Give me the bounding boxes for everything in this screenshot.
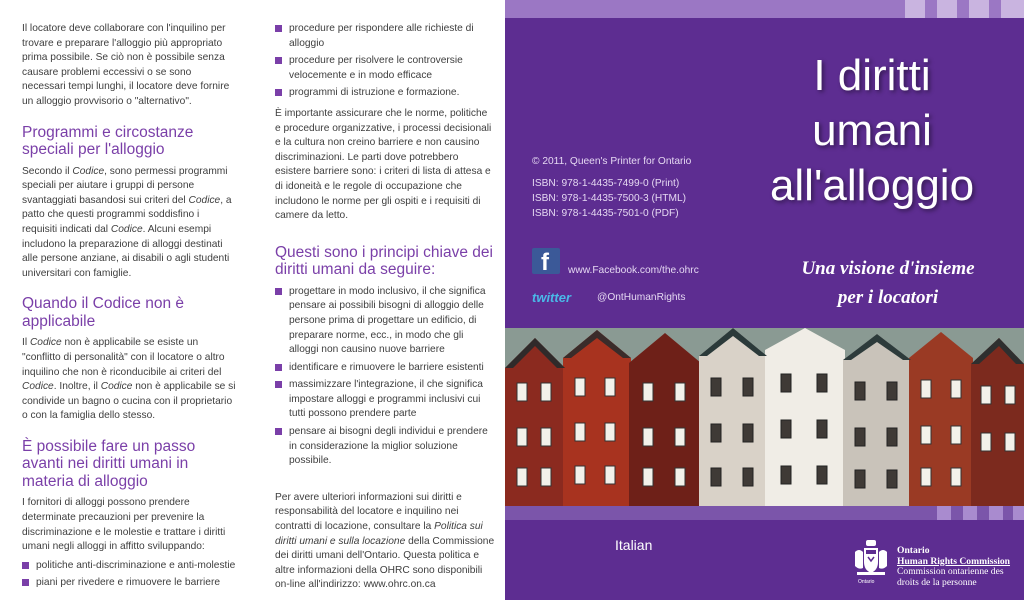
copyright: © 2011, Queen's Printer for Ontario: [532, 156, 692, 167]
decor-square: [905, 0, 925, 18]
facebook-icon[interactable]: f: [532, 248, 560, 274]
heading-quando: Quando il Codice non è applicabile: [22, 295, 185, 330]
organization-name: Ontario Human Rights Commission Commission ontarienne des droits de la personne: [897, 545, 1011, 588]
cover-subtitle: Una visione d'insieme per i locatori: [801, 258, 975, 308]
list-item: massimizzare l'integrazione, il che significa impostare alloggi e programmi inclusivi cui tutti possono prendere parte: [275, 378, 495, 422]
info-paragraph: Per avere ulteriori informazioni sui diritti e responsabilità del locatore e inquilino nei contratti di locazione, consultare la Politica sui diritti umani e sulla locazione della Commissione dei diritti umani dell'Ontario. Questa politica e altre informazioni della OHRC sono disponibili on-line all'indirizzo: www.ohrc.on.ca: [275, 491, 495, 591]
list-item: procedure per risolvere le controversie velocemente e in modo efficace: [275, 54, 495, 83]
importante-paragraph: È importante assicurare che le norme, politiche e procedure organizzative, i processi decisionali e la cultura non creino barriere e non causino discriminazioni. Le parti dove potrebbero esistere barriere sono: i criteri di lista di attesa e di idoneità e le regole di occupazione che includono le norme per gli ospiti e i requisiti di camere da letto.: [275, 107, 492, 222]
possibile-paragraph: I fornitori di alloggi possono prendere determinate precauzioni per prevenire la discriminazione e le molestie e trattare i diritti umani negli alloggi in affitto sviluppando:: [22, 497, 226, 553]
principi-list: [275, 285, 495, 469]
twitter-handle[interactable]: @OntHumanRights: [597, 292, 686, 303]
square-bullet-icon: [22, 562, 29, 569]
square-bullet-icon: [275, 428, 282, 435]
isbn-pdf: ISBN: 978-1-4435-7501-0 (PDF): [532, 208, 679, 219]
intro-paragraph: Il locatore deve collaborare con l'inquilino per trovare e preparare l'alloggio più appropriato prima possibile. Se ciò non è possibile senza causare problemi eccessivi o se sono necessari tempi lunghi, il locatore deve fornire un alloggio provvisorio o "alternativo".: [22, 23, 230, 107]
ontario-small-label: Ontario: [858, 579, 875, 585]
heading-possibile: È possibile fare un passo avanti nei diritti umani in materia di alloggio: [22, 437, 196, 490]
heading-programmi: Programmi e circostanze speciali per l'alloggio: [22, 123, 194, 159]
isbn-print: ISBN: 978-1-4435-7499-0 (Print): [532, 178, 680, 189]
procedure-list: [275, 22, 495, 101]
facebook-link[interactable]: www.Facebook.com/the.ohrc: [568, 265, 699, 276]
square-bullet-icon: [275, 381, 282, 388]
decor-square: [937, 0, 957, 18]
publication-info: [532, 154, 691, 221]
decor-square: [1013, 506, 1024, 520]
list-item: progettare in modo inclusivo, il che significa pensare ai possibili bisogni di alloggio delle persone prima di progettare un edificio, di preparare norme, ecc., in modo che gli alloggi non causino nuove barriere: [275, 285, 495, 358]
ontario-coat-of-arms-icon: [851, 538, 891, 582]
list-item: politiche anti-discriminazione e anti-molestie: [22, 559, 236, 574]
square-bullet-icon: [22, 579, 29, 586]
cover-title: I diritti umani all'alloggio: [769, 51, 975, 210]
square-bullet-icon: [275, 288, 282, 295]
twitter-icon[interactable]: twitter: [532, 290, 571, 305]
quando-paragraph: Il Codice non è applicabile se esiste un "conflitto di personalità" con il locatore o altro inquilino che non è riconducibile ai criteri del Codice. Inoltre, il Codice non è applicabile se si condivide un bagno o cucina con il proprietario o con la famiglia dello stesso.: [22, 337, 236, 422]
square-bullet-icon: [275, 364, 282, 371]
list-item: procedure per rispondere alle richieste di alloggio: [275, 22, 495, 51]
square-bullet-icon: [275, 25, 282, 32]
decor-square: [937, 506, 951, 520]
list-item: identificare e rimuovere le barriere esistenti: [275, 361, 495, 376]
list-item: piani per rivedere e rimuovere le barriere: [22, 576, 236, 591]
programmi-paragraph: Secondo il Codice, sono permessi programmi speciali per aiutare i gruppi di persone svantaggiati basandosi sui criteri del Codice, a patto che questi programmi soddisfino i requisiti indicati dal Codice. Alcuni esempi includono la preparazione di alloggi destinati alle persone anziane, ai disabili o agli studenti universitari con famiglie.: [22, 165, 232, 279]
possibile-list: [22, 559, 236, 591]
heading-principi: Questi sono i principi chiave dei diritti umani da seguire:: [275, 243, 493, 279]
square-bullet-icon: [275, 57, 282, 64]
square-bullet-icon: [275, 89, 282, 96]
list-item: pensare ai bisogni degli individui e prendere in considerazione la miglior soluzione possibile.: [275, 425, 495, 469]
decor-square: [969, 0, 989, 18]
decor-square: [989, 506, 1003, 520]
decor-square: [963, 506, 977, 520]
isbn-html: ISBN: 978-1-4435-7500-3 (HTML): [532, 193, 687, 204]
houses-painting: [505, 328, 1024, 506]
cover-panel: [505, 0, 1024, 600]
left-column: [0, 0, 250, 600]
language-label: Italian: [615, 537, 653, 553]
middle-column: [253, 0, 505, 600]
list-item: programmi di istruzione e formazione.: [275, 86, 495, 101]
decor-square: [1001, 0, 1024, 18]
